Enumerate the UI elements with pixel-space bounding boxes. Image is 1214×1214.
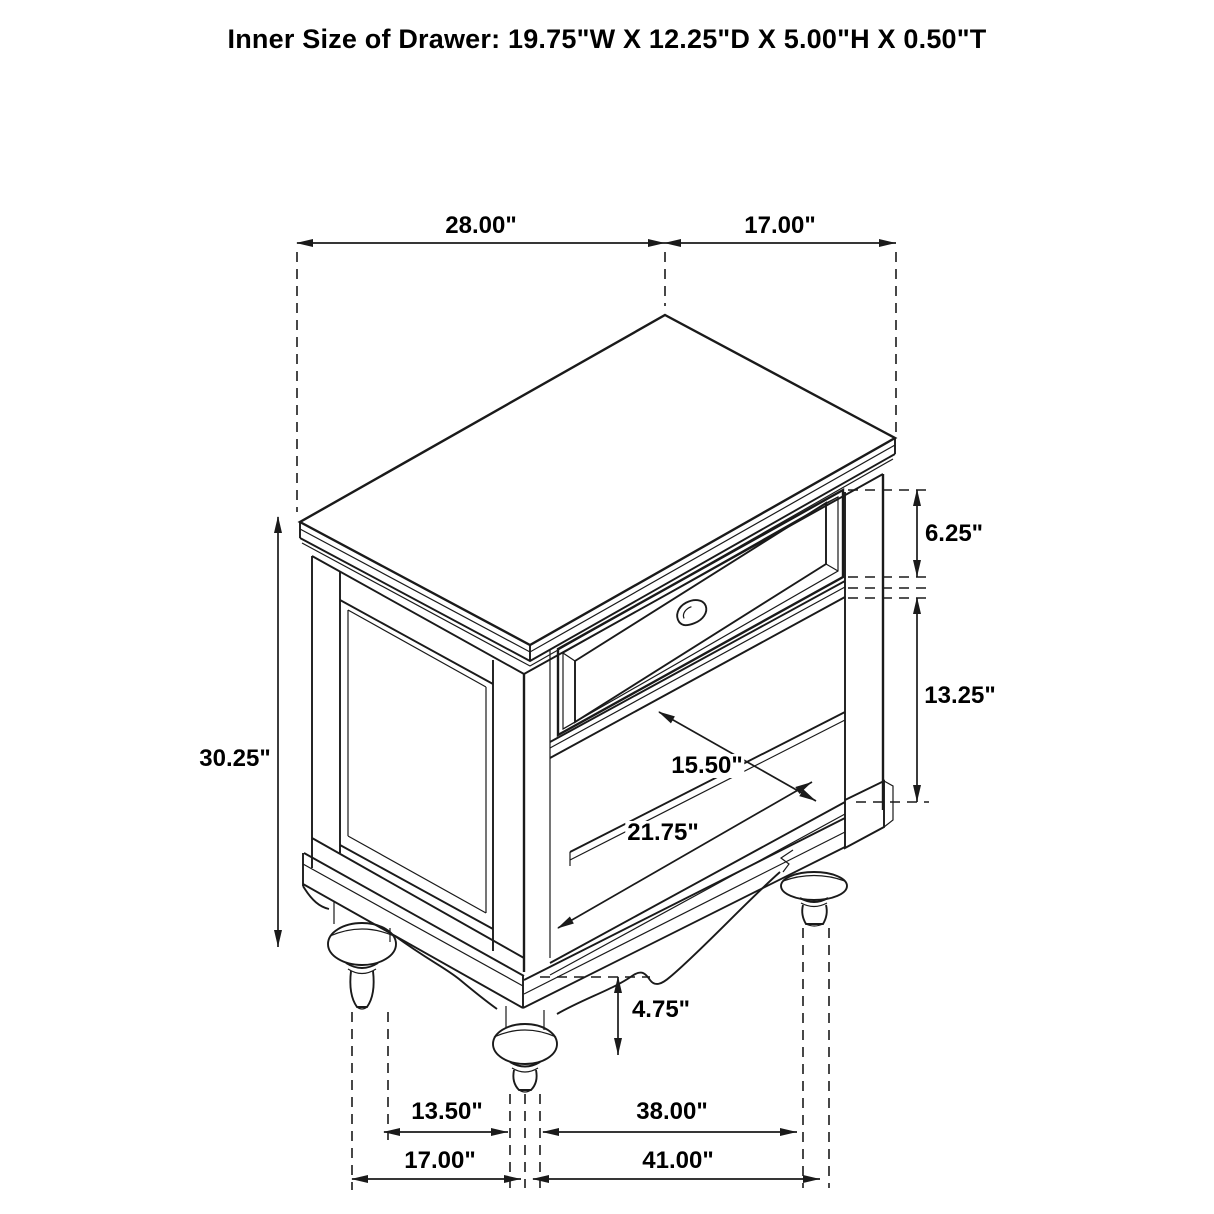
dim-base-front-width-label: 41.00" (642, 1147, 714, 1174)
dim-opening-height-label: 13.25" (924, 682, 996, 709)
dim-overall-height-label: 30.25" (199, 745, 271, 772)
dim-line-shelf-width (558, 782, 812, 928)
dim-base-side-depth-label: 17.00" (404, 1147, 476, 1174)
base-molding (303, 781, 893, 1014)
dim-leg-spacing-front-label: 38.00" (636, 1098, 708, 1125)
leg-front-center (493, 1006, 557, 1092)
dim-drawer-height-label: 6.25" (924, 520, 984, 547)
leg-front-right (781, 850, 847, 926)
dim-top-side-depth-label: 17.00" (744, 212, 816, 239)
side-panel (340, 600, 493, 929)
dim-shelf-depth-label: 15.50" (671, 752, 743, 779)
dim-leg-spacing-side-label: 13.50" (411, 1098, 483, 1125)
dim-top-front-width-label: 28.00" (445, 212, 517, 239)
dimension-lines (278, 243, 917, 1179)
dim-leg-height-label: 4.75" (631, 996, 691, 1023)
page-title: Inner Size of Drawer: 19.75"W X 12.25"D X 5.00"H X 0.50"T (227, 24, 987, 54)
drawer-handle-icon (673, 595, 711, 629)
extension-lines (297, 252, 929, 1190)
dim-shelf-width-label: 21.75" (627, 819, 699, 846)
tabletop (300, 315, 895, 666)
